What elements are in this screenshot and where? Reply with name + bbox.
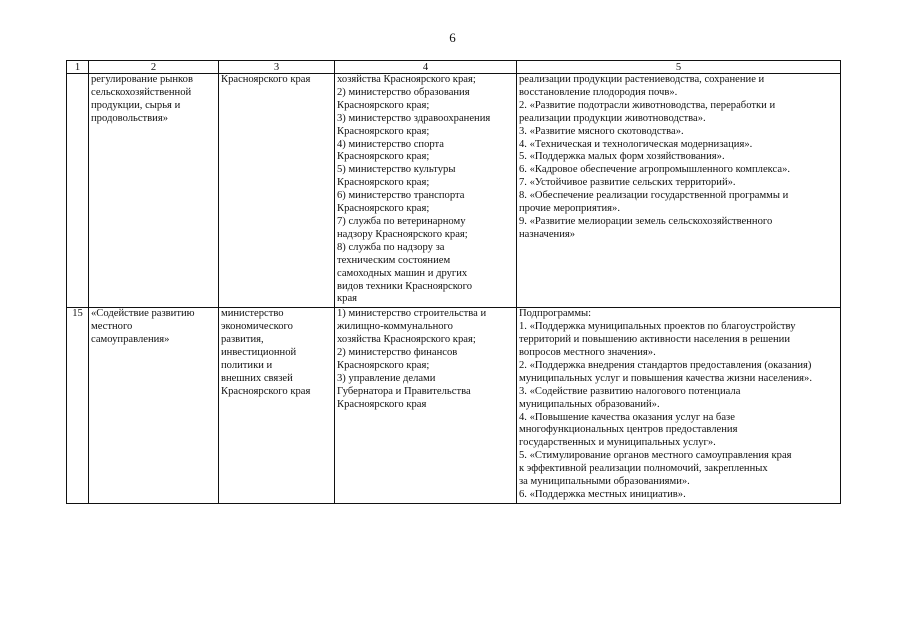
cell-line: прочие мероприятия». [519,203,620,215]
cell-line: Красноярского края; [337,203,430,215]
cell-line: Красноярского края [337,398,427,410]
header-cell-5: 5 [517,61,841,74]
subprograms-cell [517,74,841,308]
cell-line: хозяйства Красноярского края; [337,334,476,346]
cell-line: 9. «Развитие мелиорации земель сельскохозяйственного [519,215,773,227]
table-row [67,74,841,308]
page-number: 6 [449,30,456,45]
cell-line: самоходных машин и других [337,267,468,279]
cell-line: Красноярского края [221,385,311,397]
cell-line: 2. «Развитие подотрасли животноводства, переработки и [519,99,776,111]
cell-line: внешних связей [221,372,293,384]
cell-line: 5. «Стимулирование органов местного самоуправления края [519,450,792,462]
cell-line: Губернатора и Правительства [337,385,471,397]
cell-line: 7) служба по ветеринарному [337,215,466,227]
header-row [67,61,841,74]
cell-line: Красноярского края; [337,359,430,371]
cell-line: 3) управление делами [337,372,436,384]
cell-line: Красноярского края; [337,151,430,163]
cell-line: местного [91,321,133,333]
cell-line: политики и [221,359,273,371]
table-row [67,308,841,504]
cell-line: хозяйства Красноярского края; [337,74,476,85]
cell-line: самоуправления» [91,334,170,346]
cell-line: территорий и повышению активности населения в решении [519,334,790,346]
cell-line: продовольствия» [91,112,169,124]
cell-line: 3. «Содействие развитию налогового потенциала [519,385,741,397]
header-cell-4: 4 [335,61,517,74]
program-name-cell [89,308,219,504]
subprograms-cell [517,308,841,504]
cell-line: 5) министерство культуры [337,164,456,176]
cell-line: восстановление плодородия почв». [519,86,678,98]
cell-line: 1) министерство строительства и [337,308,487,320]
row-number-cell [67,74,89,308]
cell-line: 4. «Повышение качества оказания услуг на базе [519,411,735,423]
cell-line: 6. «Кадровое обеспечение агропромышленного комплекса». [519,164,791,176]
cell-line: инвестиционной [221,347,297,359]
cell-line: регулирование рынков [91,74,193,85]
program-name-cell [89,74,219,308]
cell-line: 2) министерство образования [337,86,470,98]
cell-line: назначения» [519,228,576,240]
cell-line: министерство [221,308,284,320]
cell-line: развития, [221,334,264,346]
cell-line: Красноярского края; [337,177,430,189]
cell-line: 7. «Устойчивое развитие сельских территорий». [519,177,736,189]
program-table [66,60,841,504]
cell-line: 4. «Техническая и технологическая модернизация». [519,138,753,150]
cell-line: 6. «Поддержка местных инициатив». [519,489,686,500]
cell-line: 5. «Поддержка малых форм хозяйствования». [519,151,725,163]
cell-line: 3. «Развитие мясного скотоводства». [519,125,684,137]
cell-line: края [337,293,358,305]
header-cell-3: 3 [219,61,335,74]
cell-line: муниципальных образований». [519,398,660,410]
cell-line: вопросов местного значения». [519,347,656,359]
cell-line: 8. «Обеспечение реализации государственной программы и [519,190,789,202]
coexecutors-cell [335,74,517,308]
header-cell-2: 2 [89,61,219,74]
cell-line: многофункциональных центров предоставления [519,424,738,436]
cell-line: 6) министерство транспорта [337,190,465,202]
cell-line: за муниципальными образованиями». [519,476,690,488]
executor-cell [219,308,335,504]
cell-line: «Содействие развитию [91,308,195,320]
header-cell-1: 1 [67,61,89,74]
cell-line: 4) министерство спорта [337,138,445,150]
row-number-cell: 15 [67,308,89,504]
cell-line: жилищно-коммунального [337,321,453,333]
cell-line: Красноярского края [221,74,311,85]
cell-line: видов техники Красноярского [337,280,472,292]
cell-line: реализации продукции животноводства». [519,112,706,124]
cell-line: 2. «Поддержка внедрения стандартов предоставления (оказания) [519,359,812,371]
cell-line: экономического [221,321,293,333]
executor-cell [219,74,335,308]
cell-line: 3) министерство здравоохранения [337,112,491,124]
cell-line: 2) министерство финансов [337,347,458,359]
coexecutors-cell [335,308,517,504]
cell-line: Красноярского края; [337,99,430,111]
cell-line: сельскохозяйственной [91,86,192,98]
cell-line: Подпрограммы: [519,308,592,320]
cell-line: к эффективной реализации полномочий, закрепленных [519,463,768,475]
cell-line: государственных и муниципальных услуг». [519,437,716,449]
cell-line: 8) служба по надзору за [337,241,445,253]
cell-line: надзору Красноярского края; [337,228,468,240]
cell-line: продукции, сырья и [91,99,181,111]
cell-line: 1. «Поддержка муниципальных проектов по благоустройству [519,321,796,333]
cell-line: реализации продукции растениеводства, сохранение и [519,74,765,85]
cell-line: Красноярского края; [337,125,430,137]
cell-line: техническим состоянием [337,254,451,266]
cell-line: муниципальных услуг и повышения качества жизни населения». [519,372,813,384]
